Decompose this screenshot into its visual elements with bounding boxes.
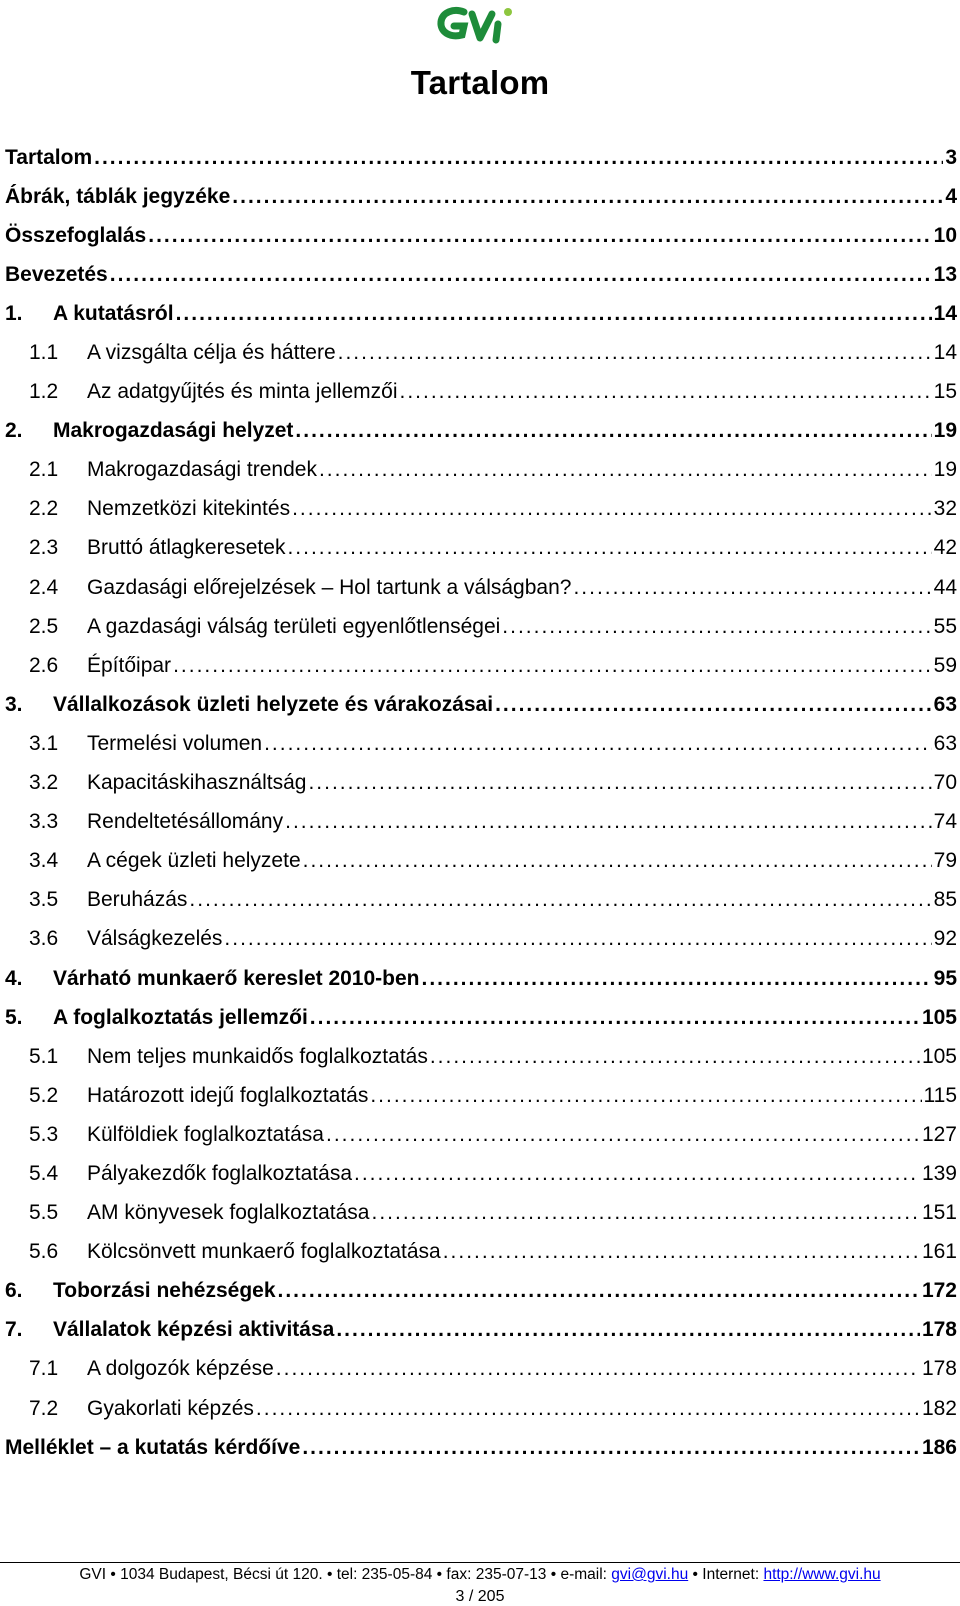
footer-divider [0,1562,960,1563]
toc-entry[interactable] [5,177,957,216]
toc-leader-dots [308,771,931,795]
footer-fax: fax: 235-07-13 [446,1566,547,1583]
toc-entry-page: 85 [933,888,957,912]
toc-entry-page: 4 [945,184,957,208]
toc-entry-label: Gazdasági előrejelzések – Hol tartunk a válságban? [87,575,572,599]
toc-entry[interactable] [5,1154,957,1193]
toc-entry[interactable] [5,373,957,412]
toc-leader-dots [422,967,932,991]
toc-entry-number: 4. [5,966,23,990]
toc-entry-page: 105 [921,1005,957,1029]
toc-entry-label: Határozott idejű foglalkoztatás [87,1083,369,1107]
toc-leader-dots [295,419,931,443]
toc-entry-label: A vizsgálta célja és háttere [87,341,336,365]
toc-entry[interactable] [5,451,957,490]
footer-separator: • [550,1566,557,1583]
toc-entry-page: 14 [933,341,957,365]
toc-entry[interactable] [5,920,957,959]
toc-entry-label: Rendeltetésállomány [87,810,284,834]
toc-entry-number: 2.3 [29,536,59,560]
footer [0,1566,960,1584]
toc-leader-dots [224,927,931,951]
toc-entry[interactable] [5,842,957,881]
toc-entry-label: A cégek üzleti helyzete [87,849,301,873]
toc-entry-label: A kutatásról [53,301,174,325]
toc-entry-page: 79 [933,849,957,873]
toc-entry-page: 19 [933,419,957,443]
toc-leader-dots [302,1436,920,1460]
toc-entry[interactable] [5,1037,957,1076]
toc-leader-dots [276,1357,920,1381]
toc-entry-number: 1. [5,301,23,325]
toc-entry[interactable] [5,255,957,294]
toc-leader-dots [303,849,932,873]
toc-entry-number: 5.3 [29,1122,59,1146]
toc-entry-number: 3.6 [29,927,59,951]
footer-separator: • [692,1566,698,1583]
toc-entry-page: 14 [933,301,957,325]
toc-entry[interactable] [5,568,957,607]
toc-entry-number: 2.2 [29,497,59,521]
footer-email-link[interactable]: gvi@gvi.hu [611,1566,689,1583]
toc-entry-page: 161 [921,1240,957,1264]
toc-entry-label: Makrogazdasági trendek [87,458,317,482]
toc-entry[interactable] [5,1428,957,1467]
toc-leader-dots [430,1045,920,1069]
toc-entry-page: 178 [921,1357,957,1381]
toc-leader-dots [94,146,943,170]
toc-entry-page: 19 [933,458,957,482]
toc-leader-dots [110,263,932,287]
toc-leader-dots [495,693,932,717]
toc-entry[interactable] [5,1389,957,1428]
toc-leader-dots [278,1279,920,1303]
table-of-contents [5,138,957,1467]
toc-entry-page: 70 [933,771,957,795]
toc-entry[interactable] [5,1115,957,1154]
toc-entry-page: 95 [933,966,957,990]
toc-entry-label: Nem teljes munkaidős foglalkoztatás [87,1044,428,1068]
toc-entry[interactable] [5,1350,957,1389]
footer-org: GVI [79,1566,107,1583]
toc-leader-dots [256,1397,920,1421]
toc-entry[interactable] [5,998,957,1037]
toc-entry-number: 6. [5,1279,23,1303]
toc-entry-label: Melléklet – a kutatás kérdőíve [5,1435,301,1459]
toc-entry-page: 92 [933,927,957,951]
toc-entry-label: Kölcsönvett munkaerő foglalkoztatása [87,1240,441,1264]
toc-entry[interactable] [5,803,957,842]
toc-leader-dots [285,810,932,834]
toc-entry-page: 139 [921,1161,957,1185]
toc-entry-number: 3.5 [29,888,59,912]
toc-entry-label: Az adatgyűjtés és minta jellemzői [87,380,398,404]
toc-entry-number: 5. [5,1005,23,1029]
toc-entry-number: 1.2 [29,380,59,404]
toc-entry[interactable] [5,764,957,803]
toc-entry[interactable] [5,333,957,372]
toc-entry-page: 186 [921,1435,957,1459]
toc-entry-number: 3. [5,692,23,716]
toc-entry-label: Vállalatok képzési aktivitása [53,1318,335,1342]
toc-entry[interactable] [5,529,957,568]
toc-entry-label: Válságkezelés [87,927,223,951]
toc-entry-label: Gyakorlati képzés [87,1396,254,1420]
toc-entry-label: Ábrák, táblák jegyzéke [5,184,231,208]
toc-entry-page: 15 [933,380,957,404]
footer-website-link[interactable]: http://www.gvi.hu [763,1566,881,1583]
toc-entry-page: 3 [945,145,957,169]
toc-entry-number: 3.1 [29,731,59,755]
toc-entry-label: Tartalom [5,145,93,169]
toc-leader-dots [176,302,932,326]
toc-leader-dots [148,224,931,248]
toc-entry-label: Nemzetközi kitekintés [87,497,291,521]
toc-leader-dots [338,341,932,365]
toc-entry[interactable] [5,294,957,333]
footer-separator: • [326,1566,333,1583]
page-title: Tartalom [410,64,550,101]
toc-entry-number: 3.4 [29,849,59,873]
toc-entry-label: Összefoglalás [5,223,147,247]
toc-entry-label: A gazdasági válság területi egyenlőtlenségei [87,614,501,638]
toc-leader-dots [371,1201,919,1225]
toc-leader-dots [573,576,931,600]
toc-entry[interactable] [5,490,957,529]
footer-separator: • [110,1566,116,1583]
toc-leader-dots [336,1318,920,1342]
toc-entry-number: 3.3 [29,810,59,834]
toc-entry[interactable] [5,1194,957,1233]
toc-entry[interactable] [5,412,957,451]
toc-leader-dots [292,497,932,521]
toc-entry[interactable] [5,1076,957,1115]
toc-leader-dots [287,536,931,560]
toc-entry-page: 55 [933,614,957,638]
toc-entry-number: 2.5 [29,614,59,638]
footer-address: 1034 Budapest, Bécsi út 120. [120,1566,323,1583]
toc-leader-dots [319,458,932,482]
toc-leader-dots [232,185,943,209]
toc-entry-number: 5.6 [29,1240,59,1264]
toc-entry-page: 105 [921,1044,957,1068]
toc-entry[interactable] [5,1272,957,1311]
toc-entry[interactable] [5,138,957,177]
toc-entry-page: 74 [933,810,957,834]
toc-entry[interactable] [5,1233,957,1272]
toc-entry-page: 182 [921,1396,957,1420]
toc-entry-label: A dolgozók képzése [87,1357,274,1381]
toc-entry-label: Makrogazdasági helyzet [53,419,294,443]
toc-entry-number: 7.2 [29,1396,59,1420]
toc-entry-page: 32 [933,497,957,521]
toc-entry[interactable] [5,1311,957,1350]
toc-entry-label: Toborzási nehézségek [53,1279,276,1303]
toc-entry-number: 5.1 [29,1044,59,1068]
toc-entry-page: 59 [933,653,957,677]
toc-entry-number: 2. [5,419,23,443]
gvi-logo [436,2,526,48]
toc-leader-dots [443,1240,920,1264]
toc-leader-dots [173,654,932,678]
toc-entry-label: Külföldiek foglalkoztatása [87,1122,324,1146]
footer-internet-label: Internet: [702,1566,760,1583]
toc-entry-page: 10 [933,223,957,247]
toc-entry-page: 63 [933,731,957,755]
toc-entry[interactable] [5,959,957,998]
toc-leader-dots [189,888,931,912]
toc-entry-label: Bruttó átlagkeresetek [87,536,286,560]
toc-leader-dots [354,1162,920,1186]
toc-entry-label: AM könyvesek foglalkoztatása [87,1201,370,1225]
toc-entry-page: 127 [921,1122,957,1146]
toc-entry-label: Pályakezdők foglalkoztatása [87,1161,352,1185]
toc-entry-number: 5.2 [29,1083,59,1107]
footer-tel: tel: 235-05-84 [336,1566,433,1583]
toc-entry-number: 3.2 [29,771,59,795]
toc-entry-label: Kapacitáskihasználtság [87,771,307,795]
toc-entry-number: 2.1 [29,458,59,482]
toc-entry[interactable] [5,646,957,685]
toc-entry[interactable] [5,216,957,255]
toc-entry-page: 178 [921,1318,957,1342]
toc-leader-dots [326,1123,920,1147]
toc-entry-label: Termelési volumen [87,731,263,755]
toc-leader-dots [370,1084,921,1108]
toc-entry-number: 2.6 [29,653,59,677]
footer-separator: • [436,1566,443,1583]
toc-entry-number: 1.1 [29,341,59,365]
toc-leader-dots [502,615,931,639]
toc-entry-label: Beruházás [87,888,188,912]
toc-entry-label: A foglalkoztatás jellemzői [53,1005,308,1029]
toc-leader-dots [310,1006,920,1030]
toc-leader-dots [399,380,931,404]
toc-entry-page: 44 [933,575,957,599]
toc-entry[interactable] [5,607,957,646]
toc-entry-page: 42 [933,536,957,560]
toc-entry-number: 5.5 [29,1201,59,1225]
toc-entry-page: 172 [921,1279,957,1303]
toc-entry-number: 7. [5,1318,23,1342]
toc-entry-number: 7.1 [29,1357,59,1381]
toc-entry-number: 5.4 [29,1161,59,1185]
toc-entry-page: 13 [933,262,957,286]
page-number: 3 / 205 [455,1588,505,1605]
toc-entry-page: 115 [923,1083,957,1107]
toc-entry-label: Építőipar [87,653,172,677]
toc-entry-label: Vállalkozások üzleti helyzete és várakozásai [53,692,494,716]
toc-entry[interactable] [5,881,957,920]
toc-entry[interactable] [5,685,957,724]
toc-entry-label: Bevezetés [5,262,108,286]
toc-entry-page: 63 [933,692,957,716]
toc-entry-label: Várható munkaerő kereslet 2010-ben [53,966,420,990]
toc-leader-dots [264,732,932,756]
footer-email-label: e-mail: [560,1566,607,1583]
toc-entry[interactable] [5,724,957,763]
toc-entry-page: 151 [921,1201,957,1225]
toc-entry-number: 2.4 [29,575,59,599]
